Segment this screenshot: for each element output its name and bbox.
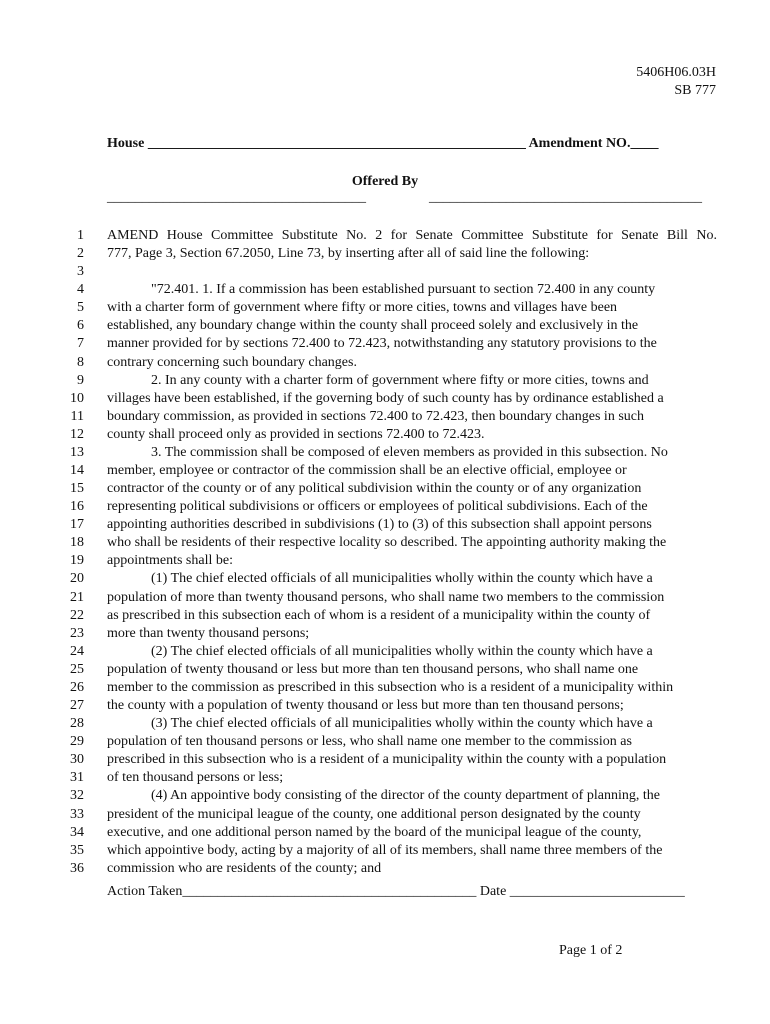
text-line: with a charter form of government where fifty or more cities, towns and villages have been [107, 300, 618, 316]
text-line: boundary commission, as provided in sections 72.400 to 72.423, then boundary changes in such [107, 408, 644, 424]
text-line: manner provided for by sections 72.400 to 72.423, notwithstanding any statutory provisions to the [107, 336, 657, 352]
line-number: 13 [70, 444, 84, 460]
amendment-text [107, 227, 717, 878]
line-number: 14 [70, 463, 84, 479]
line-number: 19 [70, 553, 84, 569]
line-number: 7 [77, 336, 84, 352]
text-line: established, any boundary change within the county shall proceed solely and exclusively in the [107, 318, 639, 334]
offered-by-signature-right: _______________________________________ [429, 190, 702, 205]
text-line: population of ten thousand persons or less, who shall name one member to the commission as [107, 734, 632, 750]
text-line: president of the municipal league of the county, one additional person designated by the county [107, 806, 641, 822]
line-number: 29 [70, 734, 84, 750]
text-line: (4) An appointive body consisting of the director of the county department of planning, the [151, 788, 660, 804]
house-amendment-line: House ______________________________________________________ Amendment NO.____ [107, 136, 659, 151]
text-line: contractor of the county or of any political subdivision within the county or of any organization [107, 481, 642, 497]
page-number: Page 1 of 2 [559, 943, 623, 958]
action-taken-line: Action Taken__________________________________________ Date _________________________ [107, 884, 685, 899]
text-line: county shall proceed only as provided in sections 72.400 to 72.423. [107, 426, 485, 442]
line-number: 22 [70, 607, 84, 623]
document-identifier [636, 64, 716, 100]
line-number: 30 [70, 752, 84, 768]
line-number: 2 [77, 246, 84, 262]
line-number: 35 [70, 842, 84, 858]
line-number-column [40, 227, 84, 878]
text-line: (1) The chief elected officials of all municipalities wholly within the county which have a [151, 571, 653, 587]
text-line: 2. In any county with a charter form of government where fifty or more cities, towns and [151, 372, 649, 388]
line-number: 1 [77, 228, 84, 243]
text-line: commission who are residents of the county; and [107, 860, 382, 876]
line-number: 28 [70, 716, 84, 732]
line-number: 6 [77, 318, 84, 334]
text-line: 777, Page 3, Section 67.2050, Line 73, by inserting after all of said line the following: [107, 246, 590, 262]
line-number: 10 [70, 390, 84, 406]
line-number: 11 [70, 408, 84, 424]
line-number: 31 [70, 770, 84, 786]
line-number: 25 [70, 661, 84, 677]
text-line: executive, and one additional person named by the board of the municipal league of the county, [107, 824, 642, 840]
text-line [107, 263, 717, 281]
text-line: member to the commission as prescribed in this subsection who is a resident of a municipality within [107, 679, 674, 695]
line-number: 4 [77, 282, 84, 298]
line-number: 34 [70, 824, 84, 840]
line-number: 24 [70, 643, 84, 659]
line-number: 23 [70, 625, 84, 641]
text-line: representing political subdivisions or officers or employees of political subdivisions. Each of the [107, 499, 648, 515]
text-line: (2) The chief elected officials of all municipalities wholly within the county which have a [151, 643, 653, 659]
line-number: 9 [77, 372, 84, 388]
line-number: 21 [70, 589, 84, 605]
text-line: "72.401. 1. If a commission has been established pursuant to section 72.400 in any county [151, 282, 656, 298]
text-line: (3) The chief elected officials of all municipalities wholly within the county which have a [151, 716, 653, 732]
line-number: 15 [70, 481, 84, 497]
text-line: the county with a population of twenty thousand or less but more than ten thousand persons; [107, 698, 624, 714]
text-line: prescribed in this subsection who is a resident of a municipality within the county with a population [107, 752, 667, 768]
line-number: 26 [70, 679, 84, 695]
line-number: 16 [70, 499, 84, 515]
line-number: 5 [77, 300, 84, 316]
text-line: population of twenty thousand or less but more than ten thousand persons, who shall name one [107, 661, 639, 677]
line-number: 32 [70, 788, 84, 804]
text-line: 3. The commission shall be composed of eleven members as provided in this subsection. No [151, 444, 668, 460]
line-number: 17 [70, 517, 84, 533]
line-number: 33 [70, 806, 84, 822]
line-number: 27 [70, 698, 84, 714]
line-number: 18 [70, 535, 84, 551]
offered-by-label: Offered By [351, 174, 419, 189]
line-number: 8 [77, 354, 84, 370]
text-line: more than twenty thousand persons; [107, 625, 310, 641]
bill-number: SB 777 [674, 83, 716, 98]
text-line: AMEND House Committee Substitute No. 2 for Senate Committee Substitute for Senate Bill No. [107, 228, 717, 243]
text-line: contrary concerning such boundary changes. [107, 354, 357, 370]
document-code: 5406H06.03H [636, 65, 716, 80]
line-number: 3 [77, 264, 84, 280]
text-line: member, employee or contractor of the commission shall be an elective official, employee or [107, 463, 627, 479]
text-line: who shall be residents of their respective locality so described. The appointing authority making the [107, 535, 667, 551]
text-line: as prescribed in this subsection each of whom is a resident of a municipality within the county of [107, 607, 651, 623]
text-line: of ten thousand persons or less; [107, 770, 284, 786]
text-line: population of more than twenty thousand persons, who shall name two members to the commission [107, 589, 665, 605]
text-line: which appointive body, acting by a majority of all of its members, shall name three members of the [107, 842, 663, 858]
line-number: 36 [70, 860, 84, 876]
text-line: villages have been established, if the governing body of such county has by ordinance established a [107, 390, 664, 406]
line-number: 12 [70, 426, 84, 442]
text-line: appointments shall be: [107, 553, 233, 569]
text-line: appointing authorities described in subdivisions (1) to (3) of this subsection shall appoint persons [107, 517, 652, 533]
line-number: 20 [70, 571, 84, 587]
offered-by-signature-left: _____________________________________ [107, 190, 366, 205]
